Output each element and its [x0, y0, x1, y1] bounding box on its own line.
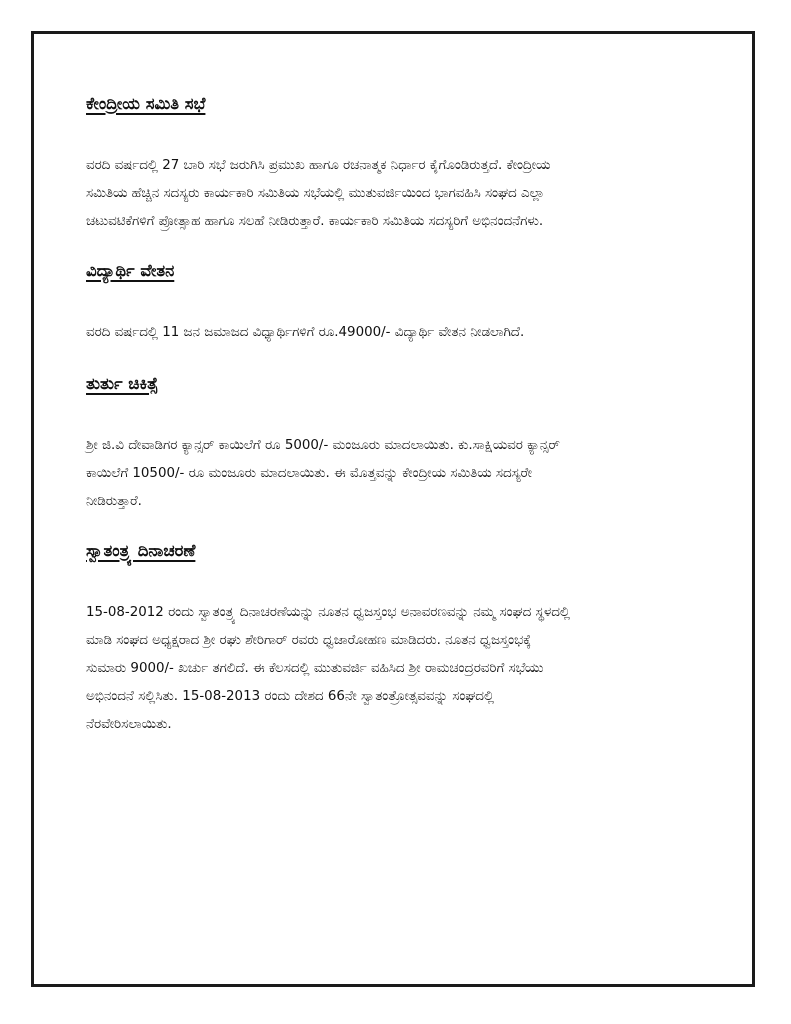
paragraph-line: ಮಾಡಿ ಸಂಘದ ಅಧ್ಯಕ್ಷರಾದ ಶ್ರೀ ರಘು ಶೇರಿಗಾರ್ ರವರು ಧ್ವಜಾರೋಹಣ ಮಾಡಿದರು. ನೂತನ ಧ್ವಜಸ್ತಂಭಕ್ಕೆ: [86, 633, 532, 648]
paragraph-line: ಸುಮಾರು 9000/- ಖರ್ಚು ತಗಲಿದೆ. ಈ ಕೆಲಸದಲ್ಲಿ ಮುತುವರ್ಜಿ ವಹಿಸಿದ ಶ್ರೀ ರಾಮಚಂದ್ರರವರಿಗೆ ಸಭೆಯು: [86, 661, 544, 676]
section-heading: ಸ್ವಾತಂತ್ರ್ಯ ದಿನಾಚರಣೆ: [86, 541, 196, 560]
paragraph-line: ಸಮಿತಿಯ ಹೆಚ್ಚಿನ ಸದಸ್ಯರು ಕಾರ್ಯಕಾರಿ ಸಮಿತಿಯ ಸಭೆಯಲ್ಲಿ ಮುತುವರ್ಜಿಯಿಂದ ಭಾಗವಹಿಸಿ ಸಂಘದ ಎಲ್ಲಾ: [86, 186, 545, 201]
paragraph-line: ಕಾಯಿಲೆಗೆ 10500/- ರೂ ಮಂಜೂರು ಮಾದಲಾಯಿತು. ಈ ಮೊತ್ತವನ್ನು ಕೇಂದ್ರೀಯ ಸಮಿತಿಯ ಸದಸ್ಯರೇ: [86, 466, 533, 481]
section-paragraph: [86, 599, 716, 739]
paragraph-line: ಚಟುವಟಿಕೆಗಳಿಗೆ ಪ್ರೋತ್ಸಾಹ ಹಾಗೂ ಸಲಹೆ ನೀಡಿರುತ್ತಾರೆ. ಕಾರ್ಯಕಾರಿ ಸಮಿತಿಯ ಸದಸ್ಯರಿಗೆ ಅಭಿನಂದನೆಗಳು.: [86, 214, 544, 229]
paragraph-line: ವರದಿ ವರ್ಷದಲ್ಲಿ 11 ಜನ ಜಮಾಜದ ವಿಧ್ಯಾರ್ಥಿಗಳಿಗೆ ರೂ.49000/- ವಿದ್ಯಾರ್ಥಿ ವೇತನ ನೀಡಲಾಗಿದೆ.: [86, 325, 525, 340]
paragraph-line: ವರದಿ ವರ್ಷದಲ್ಲಿ 27 ಬಾರಿ ಸಭೆ ಜರುಗಿಸಿ ಪ್ರಮುಖ ಹಾಗೂ ರಚನಾತ್ಮಕ ನಿರ್ಧಾರ ಕೈಗೊಂಡಿರುತ್ತದೆ. ಕೇಂದ್ರೀಯ: [86, 158, 551, 173]
section-central-committee-meeting: [86, 92, 716, 236]
section-emergency-treatment: [86, 372, 716, 516]
section-heading: ಕೇಂದ್ರೀಯ ಸಮಿತಿ ಸಭೆ: [86, 94, 206, 113]
section-heading: ತುರ್ತು ಚಿಕಿತ್ಸೆ: [86, 374, 159, 393]
paragraph-line: ಶ್ರೀ ಜಿ.ವಿ ದೇವಾಡಿಗರ ಕ್ಯಾನ್ಸರ್ ಕಾಯಿಲೆಗೆ ರೂ 5000/- ಮಂಜೂರು ಮಾದಲಾಯಿತು. ಕು.ಸಾಕ್ಷಿಯವರ ಕ್ಯಾನ್ಸರ್: [86, 438, 560, 453]
section-paragraph: [86, 152, 716, 236]
section-heading: ವಿದ್ಯಾರ್ಥಿ ವೇತನ: [86, 261, 175, 280]
paragraph-line: 15-08-2012 ರಂದು ಸ್ವಾತಂತ್ರ್ಯ ದಿನಾಚರಣೆಯನ್ನು ನೂತನ ಧ್ವಜಸ್ತಂಭ ಅನಾವರಣವನ್ನು ನಮ್ಮ ಸಂಘದ ಸ್ಥಳದಲ್ಲಿ: [86, 605, 571, 620]
section-independence-day: [86, 539, 716, 739]
paragraph-line: ಅಭಿನಂದನೆ ಸಲ್ಲಿಸಿತು. 15-08-2013 ರಂದು ದೇಶದ 66ನೇ ಸ್ವಾತಂತ್ರೋತ್ಸವವನ್ನು ಸಂಘದಲ್ಲಿ: [86, 689, 495, 704]
section-paragraph: [86, 432, 716, 516]
paragraph-line: ನೀಡಿರುತ್ತಾರೆ.: [86, 494, 142, 509]
section-scholarship: [86, 259, 716, 347]
section-paragraph: [86, 319, 716, 347]
document-body: [86, 92, 716, 739]
paragraph-line: ನೆರವೇರಿಸಲಾಯಿತು.: [86, 717, 172, 732]
